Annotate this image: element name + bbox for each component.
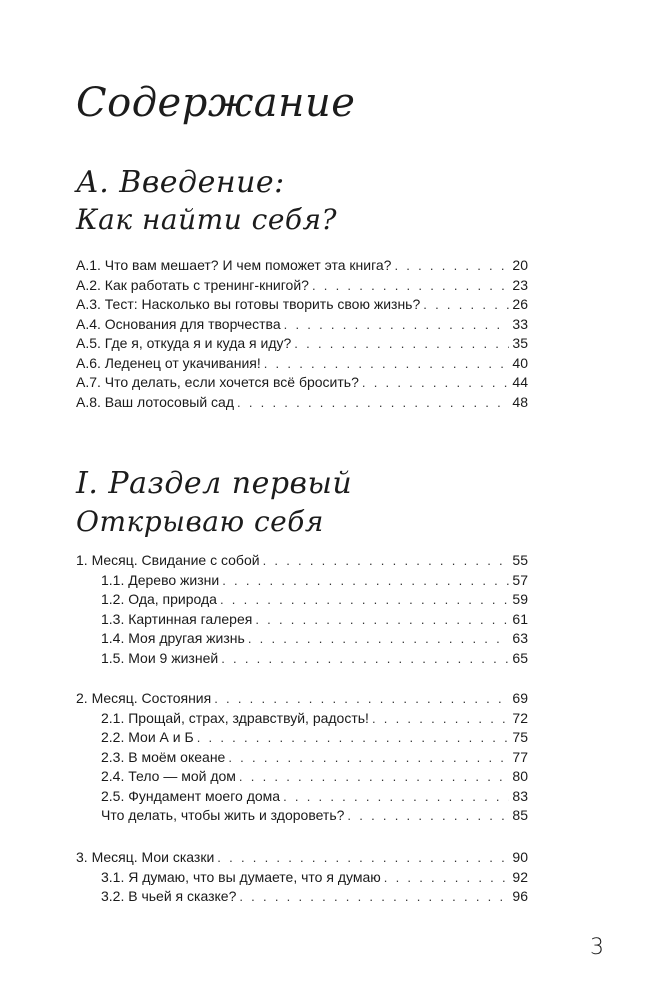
toc-entry-title: 2.4. Тело — мой дом <box>101 768 236 784</box>
toc-entry <box>76 787 528 807</box>
toc-entry <box>76 354 528 374</box>
toc-entry-title: Что делать, чтобы жить и здороветь? <box>101 807 345 823</box>
toc-leader-dots <box>197 728 510 748</box>
toc-entry <box>76 276 528 296</box>
toc-entry-title: 2.5. Фундамент моего дома <box>101 787 281 804</box>
toc-entry <box>76 806 528 826</box>
toc-entry-title: 1.2. Ода, природа <box>101 591 217 607</box>
toc-entry-page: 33 <box>512 315 528 332</box>
toc-leader-dots <box>294 334 509 354</box>
toc-entry-page: 44 <box>512 374 528 390</box>
toc-entry-page: 26 <box>512 296 528 312</box>
toc-entry-page: 83 <box>512 787 528 804</box>
toc-entry <box>76 629 528 649</box>
toc-entry-title: 2.3. В моём океане <box>101 748 226 765</box>
toc-entry-title: 3.1. Я думаю, что вы думаете, что я думаю <box>101 868 381 885</box>
toc-entry-title: 1.5. Мои 9 жизней <box>101 649 219 666</box>
toc-leader-dots <box>222 571 509 591</box>
toc-entry-title: 2. Месяц. Состояния <box>76 690 212 706</box>
toc-entry <box>76 868 528 888</box>
toc-entry-page: 69 <box>512 690 528 706</box>
toc-entry <box>76 728 528 748</box>
toc-entry-title: А.6. Леденец от укачивания! <box>76 354 261 371</box>
toc-leader-dots <box>239 887 509 907</box>
section-1-subheading: Открываю себя <box>76 505 324 538</box>
page-number: 3 <box>590 935 604 960</box>
toc-leader-dots <box>312 276 509 296</box>
toc-entry <box>76 373 528 393</box>
toc-leader-dots <box>347 806 509 826</box>
toc-entry-page: 72 <box>512 709 528 726</box>
toc-leader-dots <box>228 748 509 768</box>
toc-entry-page: 40 <box>512 354 528 371</box>
toc-leader-dots <box>217 848 509 868</box>
page-title: Содержание <box>76 80 356 126</box>
toc-leader-dots <box>263 551 510 571</box>
toc-leader-dots <box>362 373 510 393</box>
section-a-subheading: Как найти себя? <box>76 203 338 236</box>
toc-entry <box>76 334 528 354</box>
toc-leader-dots <box>248 629 510 649</box>
toc-leader-dots <box>423 295 509 315</box>
toc-list-month-2 <box>76 689 528 826</box>
toc-leader-dots <box>220 590 509 610</box>
toc-entry-page: 63 <box>512 630 528 646</box>
toc-list-month-3 <box>76 848 528 907</box>
toc-entry-page: 77 <box>512 748 528 765</box>
toc-entry-page: 85 <box>512 807 528 823</box>
toc-entry-title: 3. Месяц. Мои сказки <box>76 849 215 865</box>
toc-list-section-a <box>76 256 528 412</box>
toc-leader-dots <box>264 354 510 374</box>
toc-entry <box>76 709 528 729</box>
toc-entry <box>76 551 528 571</box>
toc-leader-dots <box>255 610 509 630</box>
toc-leader-dots <box>214 689 509 709</box>
toc-entry-page: 59 <box>512 591 528 607</box>
toc-entry-title: А.5. Где я, откуда я и куда я иду? <box>76 335 292 351</box>
toc-entry-title: А.3. Тест: Насколько вы готовы творить свою жизнь? <box>76 296 421 312</box>
toc-list-month-1 <box>76 551 528 668</box>
toc-entry <box>76 887 528 907</box>
toc-entry <box>76 848 528 868</box>
toc-entry <box>76 393 528 413</box>
toc-entry <box>76 315 528 335</box>
toc-leader-dots <box>283 787 509 807</box>
toc-entry-title: 2.2. Мои А и Б <box>101 729 194 745</box>
toc-entry-title: А.2. Как работать с тренинг-книгой? <box>76 276 309 293</box>
toc-entry-title: 1.3. Картинная галерея <box>101 610 253 627</box>
toc-entry-title: 1.4. Моя другая жизнь <box>101 630 245 646</box>
toc-entry-page: 23 <box>512 276 528 293</box>
toc-entry <box>76 649 528 669</box>
toc-entry-page: 48 <box>512 393 528 410</box>
toc-entry-page: 55 <box>512 552 528 568</box>
toc-entry-title: А.7. Что делать, если хочется всё бросить? <box>76 374 359 390</box>
toc-entry-page: 80 <box>512 768 528 784</box>
section-1-heading: I. Раздел первый <box>76 466 353 501</box>
toc-entry-title: 3.2. В чьей я сказке? <box>101 888 237 904</box>
toc-leader-dots <box>384 868 510 888</box>
toc-entry <box>76 689 528 709</box>
toc-entry-title: А.1. Что вам мешает? И чем поможет эта книга? <box>76 257 392 273</box>
toc-entry <box>76 295 528 315</box>
toc-entry-page: 61 <box>512 610 528 627</box>
toc-entry-page: 90 <box>512 849 528 865</box>
toc-entry-page: 35 <box>512 335 528 351</box>
toc-leader-dots <box>284 315 510 335</box>
section-a-heading: А. Введение: <box>76 165 285 200</box>
toc-entry <box>76 767 528 787</box>
toc-leader-dots <box>239 767 510 787</box>
toc-entry-title: 1. Месяц. Свидание с собой <box>76 552 260 568</box>
toc-entry-page: 20 <box>512 257 528 273</box>
toc-entry-page: 75 <box>512 729 528 745</box>
toc-entry-page: 57 <box>512 571 528 588</box>
toc-entry <box>76 571 528 591</box>
toc-entry-title: А.4. Основания для творчества <box>76 315 281 332</box>
toc-entry <box>76 748 528 768</box>
toc-leader-dots <box>372 709 509 729</box>
toc-entry <box>76 256 528 276</box>
toc-entry-page: 92 <box>512 868 528 885</box>
toc-leader-dots <box>237 393 509 413</box>
toc-entry <box>76 610 528 630</box>
toc-entry-title: А.8. Ваш лотосовый сад <box>76 393 234 410</box>
toc-leader-dots <box>221 649 509 669</box>
toc-entry-title: 2.1. Прощай, страх, здравствуй, радость! <box>101 709 369 726</box>
toc-leader-dots <box>394 256 509 276</box>
toc-entry-page: 96 <box>512 888 528 904</box>
toc-entry-title: 1.1. Дерево жизни <box>101 571 220 588</box>
toc-entry-page: 65 <box>512 649 528 666</box>
toc-entry <box>76 590 528 610</box>
